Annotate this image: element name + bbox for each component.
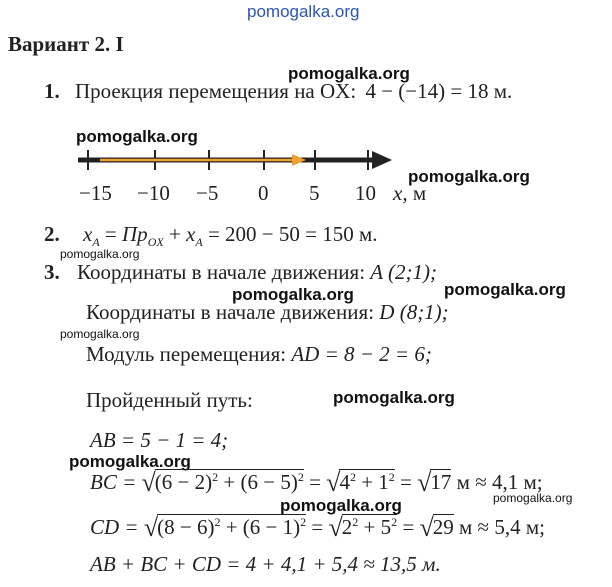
formula-bc: BC = $√(6 - 2)^2 + (6 - 5)^2 = √4^2 + 1^2 = √17$ м ≈ 4,1 м; — [90, 468, 543, 497]
axis-unit-m: м — [412, 181, 427, 205]
axis-unit-x: x, — [393, 181, 408, 205]
tick-label: 5 — [309, 181, 320, 205]
formula-ab: AB = 5 − 1 = 4; — [90, 428, 229, 452]
problem-3-line-3: Модуль перемещения: AD = 8 − 2 = 6; — [86, 342, 432, 366]
watermark: pomogalka.org — [333, 388, 455, 407]
watermark: pomogalka.org — [288, 64, 410, 83]
page-title: Вариант 2. I — [8, 32, 124, 56]
problem-number: 2. — [44, 222, 60, 246]
watermark: pomogalka.org — [280, 496, 402, 515]
problem-2: 2. $x_A = Пр_{OX} + x_A = 200 - 50 = 150$ м. — [44, 222, 378, 250]
watermark: pomogalka.org — [60, 247, 140, 261]
problem-3-line-4: Пройденный путь: — [86, 388, 253, 412]
watermark: pomogalka.org — [444, 280, 566, 299]
problem-number: 3. — [44, 260, 60, 284]
watermark: pomogalka.org — [69, 452, 191, 471]
tick-label: −15 — [79, 181, 112, 205]
watermark-top: pomogalka.org — [247, 2, 360, 21]
problem-3-line-1: 3. Координаты в начале движения: A (2;1); — [44, 260, 437, 284]
problem-1 — [44, 79, 512, 104]
tick-label: −10 — [137, 181, 170, 205]
watermark: pomogalka.org — [232, 285, 354, 304]
watermark: pomogalka.org — [76, 127, 198, 146]
problem-number: 1. — [44, 79, 60, 103]
axis-arrowhead — [372, 151, 392, 169]
formula: 4 − (−14) = 18 м. — [365, 79, 513, 103]
formula-cd: CD = $√(8 - 6)^2 + (6 - 1)^2 = √2^2 + 5^2 = √29$ м ≈ 5,4 м; — [90, 513, 545, 542]
number-line — [0, 140, 612, 180]
displacement-arrowhead — [292, 154, 306, 166]
formula-sum: AB + BC + CD = 4 + 4,1 + 5,4 ≈ 13,5 м. — [90, 552, 441, 576]
watermark: pomogalka.org — [60, 327, 140, 341]
tick-label: 0 — [258, 181, 269, 205]
tick-label: 10 — [355, 181, 376, 205]
problem-text: Проекция перемещения на OX: — [75, 79, 357, 103]
watermark: pomogalka.org — [408, 167, 530, 186]
problem-3-line-2: Координаты в начале движения: D (8;1); — [86, 300, 449, 324]
tick-label: −5 — [196, 181, 219, 205]
axis-unit — [393, 181, 426, 206]
watermark: pomogalka.org — [493, 491, 573, 505]
